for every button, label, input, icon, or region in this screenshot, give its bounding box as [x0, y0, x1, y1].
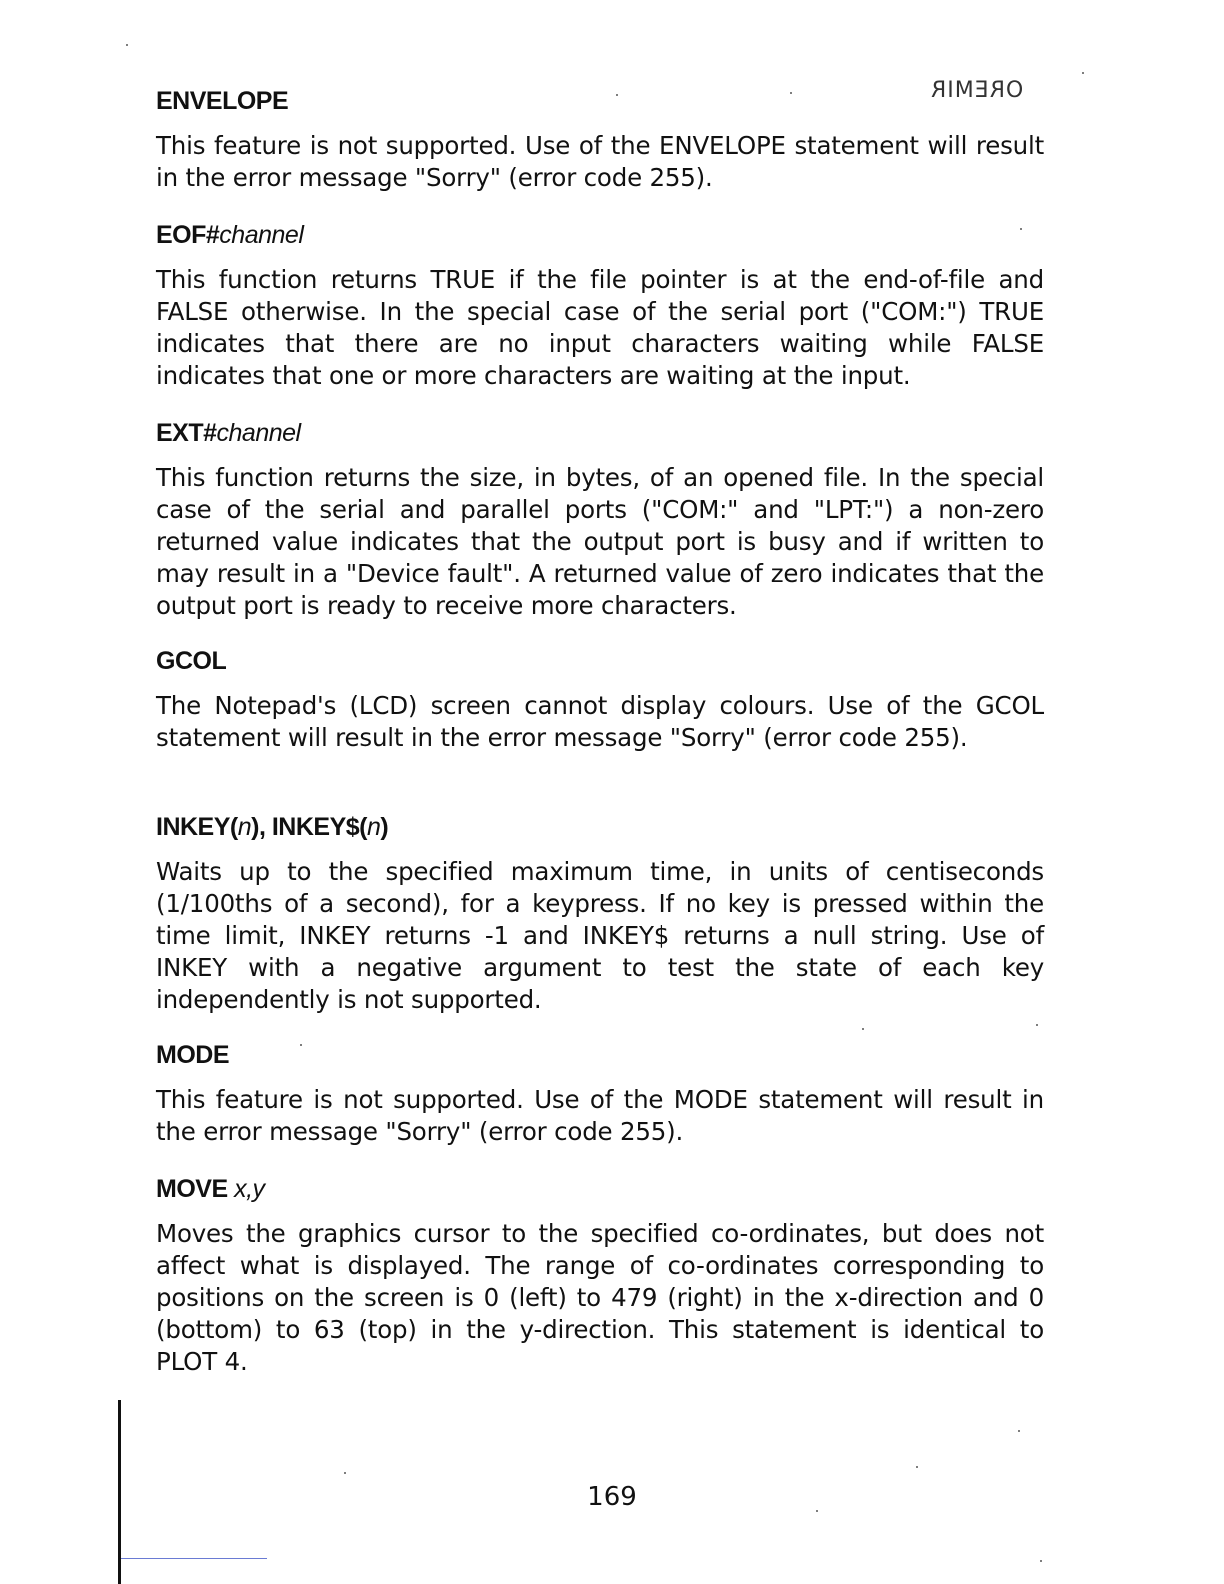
entry-heading — [156, 1040, 1044, 1070]
entry-heading — [156, 646, 1044, 676]
scan-margin-bar — [118, 1400, 121, 1584]
scan-speck — [790, 92, 792, 94]
scan-speck — [126, 44, 128, 46]
scan-speck — [616, 94, 618, 96]
entry-description: This feature is not supported. Use of the ENVELOPE statement will result in the error message "Sorry" (error code 255). — [156, 131, 1044, 192]
entry-heading — [156, 86, 1044, 116]
entry-move — [156, 1174, 1044, 1378]
keyword: EXT# — [156, 419, 217, 447]
scan-speck — [1082, 72, 1084, 74]
scan-speck — [300, 1044, 302, 1046]
scan-speck — [916, 1466, 918, 1468]
entry-heading — [156, 220, 1044, 250]
entry-description: Waits up to the specified maximum time, in units of centiseconds (1/100ths of a second), for a keypress. If no key is pressed within the time limit, INKEY returns -1 and INKEY$ returns a null string. Use of INKEY with a negative argument to test the state of each key independently is not supported. — [156, 857, 1044, 1014]
entry-description: This function returns TRUE if the file pointer is at the end-of-file and FALSE otherwise. In the special case of the serial port ("COM:") TRUE indicates that there are no input characters waiting while FALSE indicates that one or more characters are waiting at the input. — [156, 265, 1044, 390]
entry-eof — [156, 220, 1044, 392]
entry-gcol — [156, 646, 1044, 754]
entry-mode — [156, 1040, 1044, 1148]
keyword: MODE — [156, 1041, 229, 1069]
scan-margin-rule — [121, 1558, 267, 1559]
keyword: MOVE — [156, 1175, 235, 1203]
argument: n — [367, 813, 381, 841]
page-number: 169 — [587, 1482, 637, 1512]
keyword: INKEY( — [156, 813, 238, 841]
entry-heading — [156, 418, 1044, 448]
scan-speck — [862, 1028, 864, 1030]
scan-speck — [1036, 1024, 1038, 1026]
entry-description: Moves the graphics cursor to the specified co-ordinates, but does not affect what is displayed. The range of co-ordinates corresponding to positions on the screen is 0 (left) to 479 (right) in the x-direction and 0 (bottom) to 63 (top) in the y-direction. This statement is identical to PLOT 4. — [156, 1219, 1044, 1376]
scan-speck — [1020, 228, 1022, 230]
keyword: ENVELOPE — [156, 87, 289, 115]
argument: channel — [219, 221, 304, 249]
entry-description: The Notepad's (LCD) screen cannot display colours. Use of the GCOL statement will result in the error message "Sorry" (error code 255). — [156, 691, 1044, 752]
scan-speck — [344, 1472, 346, 1474]
scan-speck — [1040, 1560, 1042, 1562]
entry-description: This function returns the size, in bytes, of an opened file. In the special case of the serial and parallel ports ("COM:" and "LPT:") a non-zero returned value indicates that the output port is busy and if written to may result in a "Device fault". A returned value of zero indicates that the output port is ready to receive more characters. — [156, 463, 1044, 620]
entry-ext — [156, 418, 1044, 622]
scan-speck — [816, 1510, 818, 1512]
entry-description: This feature is not supported. Use of the MODE statement will result in the error message "Sorry" (error code 255). — [156, 1085, 1044, 1146]
entry-envelope — [156, 86, 1044, 194]
header-scrawl: OREMIR — [930, 78, 1024, 103]
argument: x,y — [234, 1175, 265, 1203]
argument: channel — [216, 419, 301, 447]
scan-speck — [1018, 1430, 1020, 1432]
entry-inkey — [156, 812, 1044, 1016]
keyword: EOF# — [156, 221, 220, 249]
keyword: ), INKEY$( — [251, 813, 367, 841]
keyword: GCOL — [156, 647, 227, 675]
keyword: ) — [380, 813, 389, 841]
argument: n — [237, 813, 252, 841]
entry-heading — [156, 812, 1044, 842]
entry-heading — [156, 1174, 1044, 1204]
